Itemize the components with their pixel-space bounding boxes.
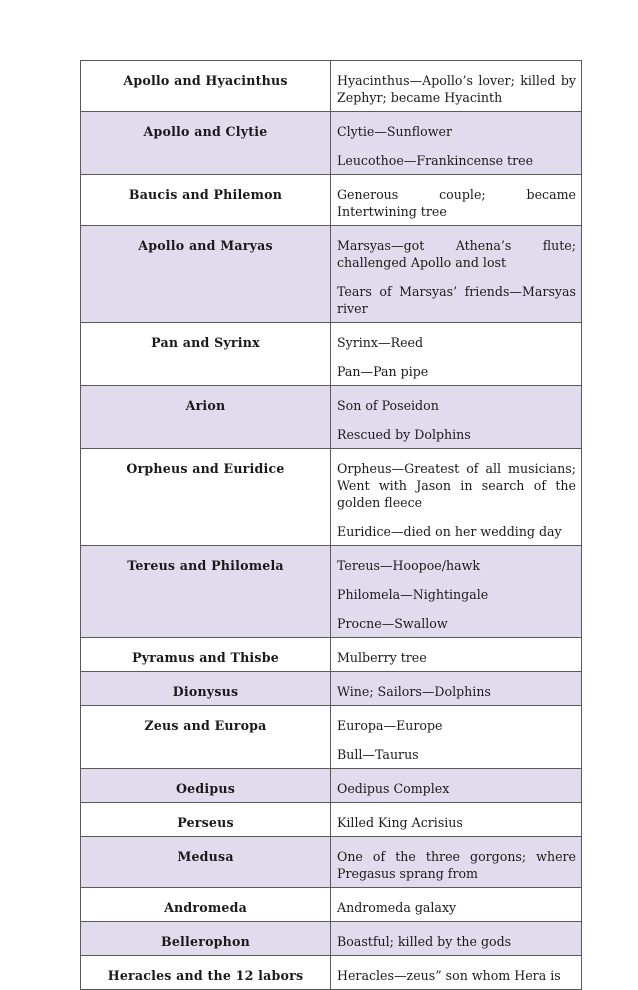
description-line: Clytie—Sunflower: [337, 124, 452, 139]
myth-name: Apollo and Maryas: [138, 238, 273, 253]
myth-name: Medusa: [177, 849, 234, 864]
description-lines: [331, 956, 581, 989]
myth-description-cell: [331, 769, 582, 803]
myth-description-cell: [331, 922, 582, 956]
myth-name-cell: [81, 706, 331, 769]
myth-description-cell: [331, 546, 582, 638]
description-line: Hyacinthus—Apollo’s lover; killed by Zephyr; became Hyacinth: [337, 73, 576, 105]
description-line: Syrinx—Reed: [337, 335, 424, 350]
myth-name-cell: [81, 803, 331, 837]
description-line: Son of Poseidon: [337, 398, 439, 413]
myth-description-cell: [331, 956, 582, 990]
description-lines: [331, 61, 581, 111]
description-line: Pan—Pan pipe: [337, 364, 429, 379]
description-line: Tears of Marsyas’ friends—Marsyas river: [337, 284, 576, 316]
myth-description-cell: [331, 112, 582, 175]
myth-description-cell: [331, 672, 582, 706]
description-lines: [331, 837, 581, 887]
description-lines: [331, 323, 581, 385]
myth-description-cell: [331, 888, 582, 922]
myth-name-cell: [81, 769, 331, 803]
description-line: Philomela—Nightingale: [337, 587, 489, 602]
description-line: Orpheus—Greatest of all musicians; Went with Jason in search of the golden fleece: [337, 461, 576, 510]
myth-description-cell: [331, 323, 582, 386]
myth-name: Heracles and the 12 labors: [107, 968, 304, 983]
table-row: [81, 956, 582, 990]
table-body: [81, 61, 582, 990]
table-row: [81, 61, 582, 112]
myth-name-cell: [81, 672, 331, 706]
myth-table: [80, 60, 582, 990]
myth-name: Pyramus and Thisbe: [132, 650, 279, 665]
description-lines: [331, 226, 581, 322]
table-row: [81, 803, 582, 837]
myth-description-cell: [331, 706, 582, 769]
myth-name-cell: [81, 226, 331, 323]
myth-name: Apollo and Hyacinthus: [123, 73, 288, 88]
document-page: [80, 60, 581, 990]
myth-name: Orpheus and Euridice: [126, 461, 285, 476]
description-lines: [331, 386, 581, 448]
description-lines: [331, 922, 581, 955]
myth-description-cell: [331, 61, 582, 112]
description-line: Tereus—Hoopoe/hawk: [337, 558, 481, 573]
myth-name: Tereus and Philomela: [127, 558, 284, 573]
description-line: One of the three gorgons; where Pregasus sprang from: [337, 849, 576, 881]
description-line: Killed King Acrisius: [337, 815, 463, 830]
myth-description-cell: [331, 803, 582, 837]
myth-name-cell: [81, 112, 331, 175]
table-row: [81, 922, 582, 956]
table-row: [81, 546, 582, 638]
description-line: Heracles—zeus” son whom Hera is: [337, 968, 561, 983]
myth-name-cell: [81, 837, 331, 888]
description-lines: [331, 803, 581, 836]
description-lines: [331, 112, 581, 174]
table-row: [81, 837, 582, 888]
myth-name: Zeus and Europa: [144, 718, 267, 733]
myth-name: Apollo and Clytie: [143, 124, 268, 139]
table-row: [81, 112, 582, 175]
myth-name-cell: [81, 638, 331, 672]
table-row: [81, 449, 582, 546]
myth-name: Baucis and Philemon: [128, 187, 283, 202]
description-line: Wine; Sailors—Dolphins: [337, 684, 491, 699]
myth-name-cell: [81, 323, 331, 386]
myth-name-cell: [81, 956, 331, 990]
description-line: Europa—Europe: [337, 718, 443, 733]
description-lines: [331, 638, 581, 671]
description-line: Rescued by Dolphins: [337, 427, 471, 442]
table-row: [81, 386, 582, 449]
myth-description-cell: [331, 638, 582, 672]
myth-name-cell: [81, 61, 331, 112]
table-row: [81, 769, 582, 803]
myth-name: Bellerophon: [161, 934, 250, 949]
description-lines: [331, 672, 581, 705]
myth-name: Oedipus: [175, 781, 236, 796]
myth-name-cell: [81, 922, 331, 956]
myth-name: Perseus: [177, 815, 234, 830]
myth-description-cell: [331, 175, 582, 226]
description-line: Oedipus Complex: [337, 781, 450, 796]
myth-name-cell: [81, 386, 331, 449]
description-line: Generous couple; became Intertwining tree: [337, 187, 576, 219]
myth-name-cell: [81, 175, 331, 226]
table-row: [81, 323, 582, 386]
description-lines: [331, 769, 581, 802]
table-row: [81, 175, 582, 226]
description-line: Boastful; killed by the gods: [337, 934, 512, 949]
myth-description-cell: [331, 386, 582, 449]
myth-name-cell: [81, 449, 331, 546]
myth-name-cell: [81, 888, 331, 922]
myth-name: Dionysus: [172, 684, 239, 699]
description-line: Andromeda galaxy: [337, 900, 457, 915]
table-row: [81, 672, 582, 706]
myth-description-cell: [331, 837, 582, 888]
description-line: Euridice—died on her wedding day: [337, 524, 562, 539]
description-line: Procne—Swallow: [337, 616, 448, 631]
myth-name: Pan and Syrinx: [151, 335, 260, 350]
table-row: [81, 226, 582, 323]
myth-description-cell: [331, 449, 582, 546]
description-lines: [331, 175, 581, 225]
description-line: Leucothoe—Frankincense tree: [337, 153, 534, 168]
description-line: Mulberry tree: [337, 650, 427, 665]
myth-name: Andromeda: [164, 900, 247, 915]
myth-description-cell: [331, 226, 582, 323]
description-lines: [331, 449, 581, 545]
description-lines: [331, 546, 581, 637]
description-lines: [331, 706, 581, 768]
description-line: Marsyas—got Athena’s flute; challenged Apollo and lost: [337, 238, 576, 270]
table-row: [81, 706, 582, 769]
description-line: Bull—Taurus: [337, 747, 419, 762]
description-lines: [331, 888, 581, 921]
myth-name: Arion: [185, 398, 226, 413]
table-row: [81, 888, 582, 922]
table-row: [81, 638, 582, 672]
myth-name-cell: [81, 546, 331, 638]
